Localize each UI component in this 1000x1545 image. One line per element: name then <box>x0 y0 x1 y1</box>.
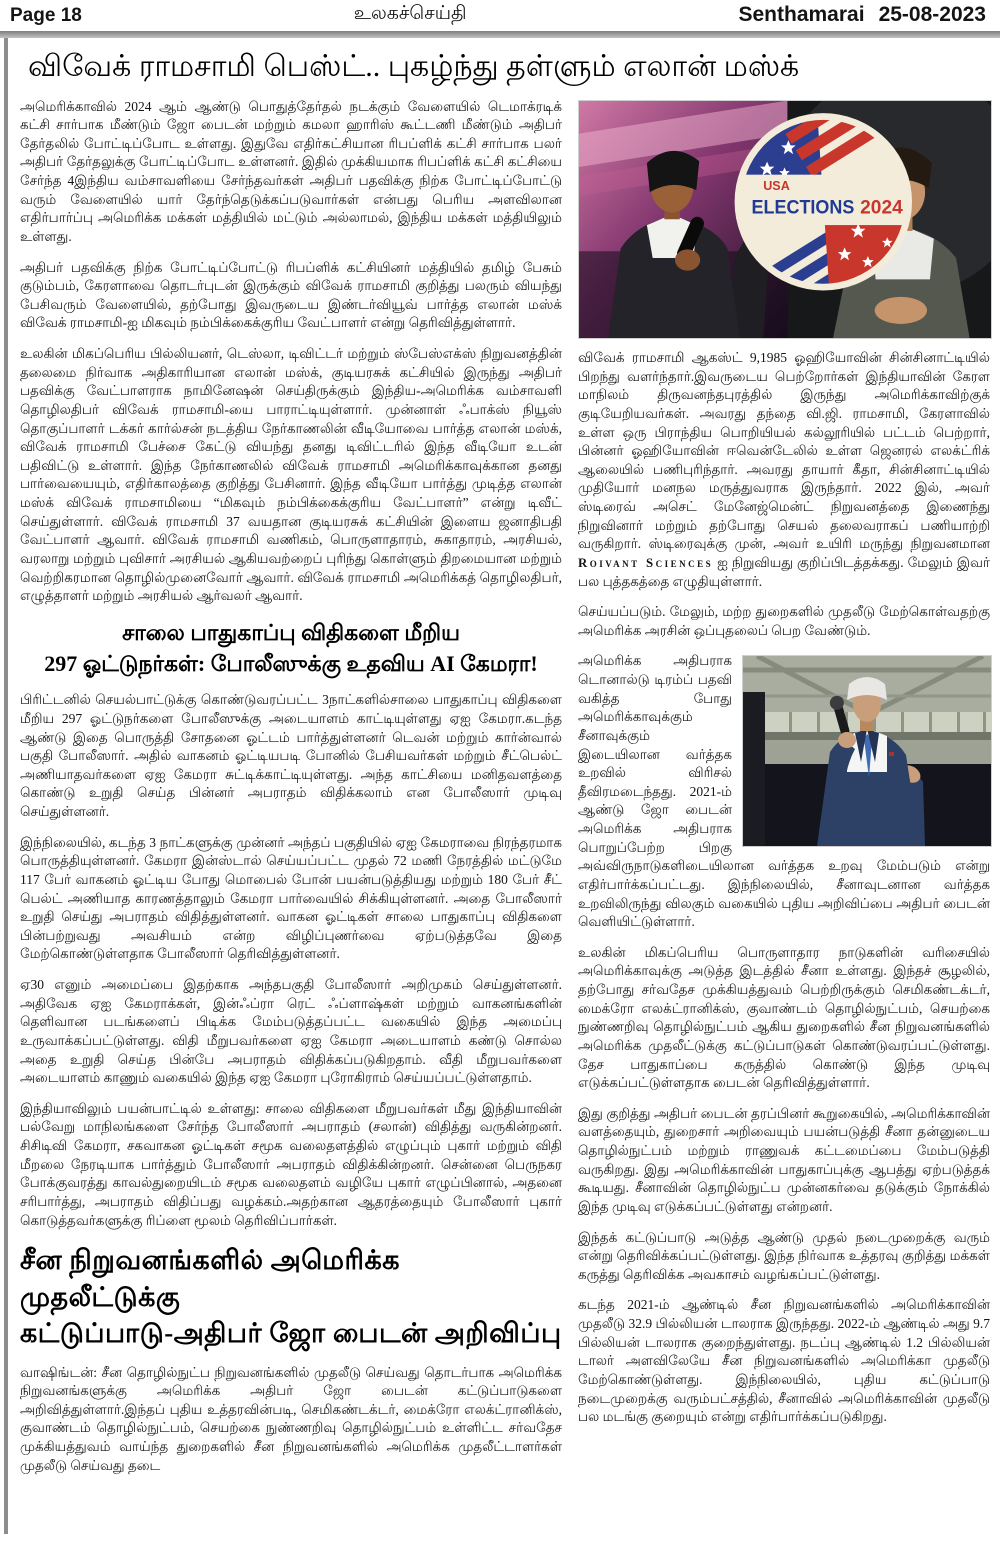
china-paragraph-2: உலகின் மிகப்பெரிய பொருளாதார நாடுகளின் வரிசையில் அமெரிக்காவுக்கு அடுத்த இடத்தில் சீனா உள்ளது. இந்தச் சூழலில், தற்போது சர்வதேச முக்கியத்துவம் பெற்றிருக்கும் செமிகண்டக்டர், மைக்ரோ எலக்ட்ரானிக்ஸ், குவாண்டம் தொழில்நுட்பம், செயற்கை நுண்ணறிவு தொழில்நுட்பம் ஆகிய துறைகளில் சீன நிறுவனங்களில் அமெரிக்க முதலீட்டுக்கு கட்டுப்பாடுகள் கொண்டுவரப்பட்டுள்ளது. தேச பாதுகாப்பை கருத்தில் கொண்டு இந்த முடிவு எடுக்கப்பட்டுள்ளதாக பைடன் தெரிவித்துள்ளார். <box>578 944 990 1091</box>
china-continuation-paragraph: செய்யப்படும். மேலும், மற்ற துறைகளில் முதலீடு மேற்கொள்வதற்கு அமெரிக்க அரசின் ஒப்புதலைப் பெற வேண்டும். <box>578 604 990 638</box>
bio-text-before: விவேக் ராமசாமி ஆகஸ்ட் 9,1985 ஓஹியோவின் சின்சினாட்டியில் பிறந்து வளர்ந்தார்.இவருடைய பெற்றோர்கள் இந்தியாவின் கேரள மாநிலம் திருவனந்தபுரத்தில் இருந்து அமெரிக்காவிற்குக் குடியேறியவர்கள். அவரது தந்தை வி.ஜி. ராமசாமி, கேரளாவில் உள்ள ஒரு பிராந்திய பொறியியல் கல்லூரியில் பட்டம் பெற்றார், பின்னர் ஓஹியோவின் ஈவென்டேலில் உள்ள ஜெனரல் எலக்ட்ரிக் ஆலையில் பணிபுரிந்தார். அவரது தாயார் கீதா, சின்சினாட்டியில் முதியோர் மனநல மருத்துவராக இருந்தார். 2022 இல், அவர் ஸ்டிரைவ் அசெட் மேனேஜ்மென்ட் நிறுவனத்தை இணைந்து நிறுவினார் மற்றும் தற்போது செயல் தலைவராகப் பணியாற்றி வருகிறார். ஸ்டிரைவுக்கு முன், அவர் உயிரி மருந்து நிறுவனமான <box>578 350 990 552</box>
camera-headline-line2: 297 ஓட்டுநர்கள்: போலீஸுக்கு உதவிய AI கேமரா! <box>44 650 538 676</box>
bio-text-after: ஐ நிறுவியது குறிப்பிடத்தக்கது. மேலும் இவர் பல புத்தகத்தை எழுதியுள்ளார். <box>578 554 990 589</box>
issue-date: 25-08-2023 <box>878 3 986 26</box>
left-column <box>20 98 562 1488</box>
section-title: உலகச்செய்தி <box>353 3 467 24</box>
header-divider <box>0 31 1000 38</box>
badge-elections-text: ELECTIONS <box>751 195 855 218</box>
lead-paragraph-3: உலகின் மிகப்பெரிய பில்லியனர், டெஸ்லா, டிவிட்டர் மற்றும் ஸ்பேஸ்எக்ஸ் நிறுவனத்தின் தலைமை நிர்வாக அதிகாரியான எலான் மஸ்க், குடியரசுக் கட்சியில் இருந்து அதிபர் பதவிக்கு வேட்பாளராக நாமினேஷன் செய்திருக்கும் இந்திய-அமெரிக்க வம்சாவளி தொழிலதிபர் விவேக் ராமசாமி-யை பாராட்டியுள்ளார். முன்னாள் ஃபாக்ஸ் நியூஸ் தொகுப்பாளர் டக்கர் கார்ல்சன் நடத்திய நேர்காணலின் வீடியோவை பார்த்த எலான் மஸ்க், விவேக் ராமசாமி பேச்சை கேட்டு வியந்து தனது டிவிட்டரில் இந்த வீடியோ உடன் பதிவிட்டு உள்ளார். இந்த நேர்காணலில் விவேக் ராமசாமி அமெரிக்காவுக்கான தனது பார்வையையும், எதிர்காலத்தை குறித்து பேசினார். இந்த வீடியோ பார்த்து முடித்த எலான் மஸ்க் விவேக் ராமசாமியை “மிகவும் நம்பிக்கைக்குரிய வேட்பாளர்” என்று டிவீட் செய்துள்ளார். விவேக் ராமசாமி 37 வயதான குடியரசுக் கட்சியின் இளைய ஜனாதிபதி வேட்பாளர் ஆவார். விவேக் ராமசாமி வணிகம், பொருளாதாரம், சுகாதாரம், அரசியல், வரலாறு மற்றும் புவிசார் அரசியல் ஆகியவற்றைப் புரிந்து கொள்ளும் திறமையான மற்றும் வெற்றிகரமான தொழில்முனைவோர் ஆவார். விவேக் ராமசாமி அமெரிக்கத் தொழிலதிபர், எழுத்தாளர் மற்றும் அரசியல் ஆர்வலர் ஆவார். <box>20 346 562 604</box>
china-article-headline <box>20 1242 562 1351</box>
biden-paragraph-text: அமெரிக்க அதிபராக டொனால்டு டிரம்ப் பதவி வகித்த போது அமெரிக்காவுக்கும் சீனாவுக்கும் இடையிலான வர்த்தக உறவில் விரிசல் தீவிரமடைந்தது. 2021-ம் ஆண்டு ஜோ பைடன் அமெரிக்க அதிபராக பொறுப்பேற்ற பிறகு அவ்விருநாடுகளிடையிலான வர்த்தக உறவு மேம்படும் என்று எதிர்பார்க்கப்பட்டது. இந்நிலையில், சீனாவுடனான வர்த்தக உறவிலிருந்து விலகும் வகையில் புதிய அறிவிப்பை அதிபர் பைடன் வெளியிட்டுள்ளார். <box>578 653 990 930</box>
page-number: Page 18 <box>10 5 82 26</box>
china-headline-line2: கட்டுப்பாடு-அதிபர் ஜோ பைடன் அறிவிப்பு <box>20 1318 562 1349</box>
camera-paragraph-1: பிரிட்டனில் செயல்பாட்டுக்கு கொண்டுவரப்பட்ட 3நாட்களில்சாலை பாதுகாப்பு விதிகளை மீறிய 297 ஓட்டுநர்களை போலீஸுக்கு அடையாளம் காட்டியுள்ளது ஏஐ கேமரா.கடந்த ஆண்டு இதை பொருத்தி சோதனை ஓட்டம் பார்த்துள்ளனர் டெவன் மற்றும் கார்ன்வால் பகுதி போலீஸார். அதில் வாகனம் ஓட்டியபடி போனில் பேசியவர்கள் மற்றும் சீட்பெல்ட் அணியாதவர்களை ஏஐ கேமரா சுட்டிக்காட்டியுள்ளது. அந்த காட்சியை மனிதவளத்தை கொண்டு உறுதி செய்த பின்னர் அபராதம் விதிக்கலாம் என போலீஸார் முடிவு செய்துள்ளனர். <box>20 692 562 820</box>
content-frame <box>4 38 1000 1534</box>
china-lead-paragraph: வாஷிங்டன்: சீன தொழில்நுட்ப நிறுவனங்களில் முதலீடு செய்வது தொடர்பாக அமெரிக்க நிறுவனங்களுக்கு அமெரிக்க அதிபர் ஜோ பைடன் கட்டுப்பாடுகளை அறிவித்துள்ளார்.இந்தப் புதிய உத்தரவின்படி, செமிகண்டக்டர், மைக்ரோ எலக்ட்ரானிக்ஸ், குவாண்டம் தொழில்நுட்பம், செயற்கை நுண்ணறிவு தொழில்நுட்பம் உள்ளிட்ட சர்வதேச முக்கியத்துவம் வாய்ந்த துறைகளில் சீன நிறுவனங்களில் அமெரிக்க முதலீட்டாளர்கள் முதலீடு செய்வது தடை <box>20 1364 562 1473</box>
camera-headline-line1: சாலை பாதுகாப்பு விதிகளை மீறிய <box>122 619 460 645</box>
camera-paragraph-3: ஏ30 எனும் அமைப்பை இதற்காக அந்தபகுதி போலீஸார் அறிமுகம் செய்துள்ளனர். அதிவேக ஏஐ கேமராக்கள், இன்ஃப்ரா ரெட் ஃப்ளாஷ்கள் மற்றும் வாகனங்களின் தெளிவான படங்களைப் பிடிக்க மேம்படுத்தப்பட்ட வகையில் இந்த அமைப்பு உருவாக்கப்பட்டுள்ளது. விதி மீறுபவர்களை ஏஐ கேமரா அடையாளம் கண்டு சொல்ல அதை உறுதி செய்த பின்பே அபராதம் விதிக்கப்படுகிறதாம். வீதி மீறுபவர்களை அடையாளம் காணும் வகையில் இந்த ஏஐ கேமரா புரோகிராம் செய்யப்பட்டுள்ளதாம். <box>20 977 562 1086</box>
china-headline-line1: சீன நிறுவனங்களில் அமெரிக்க முதலீட்டுக்கு <box>20 1245 400 1312</box>
china-paragraph-4: இந்தக் கட்டுப்பாடு அடுத்த ஆண்டு முதல் நடைமுறைக்கு வரும் என்று தெரிவிக்கப்பட்டுள்ளது. இந்த நிர்வாக உத்தரவு குறித்து மக்கள் கருத்து தெரிவிக்க அவகாசம் வழங்கப்பட்டுள்ளது. <box>578 1229 990 1282</box>
vivek-musk-photo <box>578 100 990 340</box>
camera-paragraph-2: இந்நிலையில், கடந்த 3 நாட்களுக்கு முன்னர் அந்தப் பகுதியில் ஏஐ கேமராவை நிரந்தரமாக பொருத்தியுள்ளனர். கேமரா இன்ஸ்டால் செய்யப்பட்ட முதல் 72 மணி நேரத்தில் மட்டுமே 117 பேர் வாகனம் ஓட்டிய போது மொபைல் போன் பயன்படுத்தியது மற்றும் 180 பேர் சீட் பெல்ட் அணியாத காரணத்தாலும் கேமரா பார்வையில் சிக்கியுள்ளனர். அதை போலீஸார் உறுதி செய்து அபராதம் விதித்துள்ளனர். வாகன ஓட்டிகள் சாலை பாதுகாப்பு விதிகளை பின்பற்றுவது அவசியம் என்ற விழிப்புணர்வை ஏற்படுத்தவே இதை மேற்கொண்டுள்ளதாக போலீஸார் தெரிவித்துள்ளனர். <box>20 834 562 962</box>
badge-year-text: 2024 <box>860 195 903 218</box>
badge-usa-text: USA <box>763 178 790 193</box>
roivant-sciences-text: Roivant Sciences <box>578 555 714 570</box>
camera-article-headline <box>20 618 562 680</box>
right-column <box>578 98 990 1439</box>
lead-headline: விவேக் ராமசாமி பெஸ்ட்.. புகழ்ந்து தள்ளும் எலான் மஸ்க் <box>28 50 800 83</box>
vivek-musk-photo-graphic <box>578 100 992 340</box>
biden-photo <box>742 655 990 847</box>
camera-paragraph-4: இந்தியாவிலும் பயன்பாட்டில் உள்ளது: சாலை விதிகளை மீறுபவர்கள் மீது இந்தியாவின் பல்வேறு மாநிலங்களை சேர்ந்த போலீஸார் அபராதம் (சலான்) விதித்து வருகின்றனர். சிசிடிவி கேமரா, சகவாகன ஓட்டிகள் சமூக வலைதளத்தில் எழுப்பும் புகார் மற்றும் விதி மீறலை நேரடியாக பார்த்தும் போலீஸார் அபராதம் விதிக்கின்றனர். சென்னை பெருநகர போக்குவரத்து காவல்துறையிடம் சமூக வலைதளம் வழியே புகார் எழுப்பினால், அதனை சரிபார்த்து, அபராதம் விதிப்பது வழக்கம்.அதற்கான ஆதரத்தையும் போலீஸார் புகார் கொடுத்தவர்களுக்கு ரிப்ளை மூலம் தெரிவிப்பார்கள். <box>20 1100 562 1228</box>
vivek-bio-paragraph <box>578 349 990 591</box>
lead-paragraph-2: அதிபர் பதவிக்கு நிற்க போட்டிப்போட்டு ரிபப்ளிக் கட்சியினர் மத்தியில் தமிழ் பேசும் குடும்பம், கேரளாவை தொடர்புடன் இருக்கும் விவேக் ராமசாமி குறித்து பலரும் வியந்து பேசிவரும் வேளையில், தற்போது இவருடைய இண்டர்வியூவ் பார்த்த எலான் மஸ்க் விவேக் ராமசாமி-ஐ மிகவும் நம்பிக்கைக்குரிய வேட்பாளர் என்று தெரிவித்துள்ளார். <box>20 259 562 331</box>
biden-photo-graphic <box>742 655 992 847</box>
china-paragraph-5: கடந்த 2021-ம் ஆண்டில் சீன நிறுவனங்களில் அமெரிக்காவின் முதலீடு 32.9 பில்லியன் டாலராக இருந்தது. 2022-ம் ஆண்டில் அது 9.7 பில்லியன் டாலராக குறைந்துள்ளது. நடப்பு ஆண்டில் 1.2 பில்லியன் டாலர் அளவிலேயே சீன நிறுவனங்களில் அமெரிக்கா முதலீடு மேற்கொண்டுள்ளது. இந்நிலையில், புதிய கட்டுப்பாடு நடைமுறைக்கு வரும்பட்சத்தில், சீனாவில் அமெரிக்காவின் முதலீடு பல மடங்கு குறையும் என்று எதிர்பார்க்கப்படுகிறது. <box>578 1297 990 1425</box>
page-header <box>0 0 1000 31</box>
masthead-right <box>739 3 986 27</box>
column-layout <box>20 98 990 1488</box>
paper-name: Senthamarai <box>738 3 865 26</box>
biden-paragraph-block <box>578 652 990 931</box>
china-paragraph-3: இது குறித்து அதிபர் பைடன் தரப்பினர் கூறுகையில், அமெரிக்காவின் வளத்தையும், துறைசார் அறிவையும் பயன்படுத்தி சீனா தன்னுடைய தொழில்நுட்பம் மற்றும் ராணுவக் கட்டமைப்பை மேம்படுத்தி வருகிறது. இது அமெரிக்காவின் பாதுகாப்புக்கு ஆபத்து ஏற்படுத்தக் கூடியது. சீனாவின் தொழில்நுட்ப முன்னகர்வை தடுக்கும் நோக்கில் இந்த முடிவு எடுக்கப்பட்டுள்ளது என்றனர். <box>578 1105 990 1214</box>
lead-paragraph-1: அமெரிக்காவில் 2024 ஆம் ஆண்டு பொதுத்தேர்தல் நடக்கும் வேளையில் டெமாக்ரடிக் கட்சி சார்பாக மீண்டும் ஜோ பைடன் மற்றும் கமலா ஹாரிஸ் கூட்டணி மீண்டும் அதிபர் தேர்தலில் போட்டிப்போட உள்ளது. இதுவே எதிர்கட்சியான ரிபப்ளிக் கட்சி சார்பாக பலர் அதிபர் தேர்தலுக்கு போட்டிப்போட உள்ளனர். இதில் முக்கியமாக ரிபப்ளிக் கட்சி கட்சியை சேர்ந்த 4இந்திய வம்சாவளியை சேர்ந்தவர்கள் அதிபர் பதவிக்கு நிற்க போட்டிப்போட்டு வரும் வேளையில் யார் தேர்ந்தெடுக்கப்படுவார்கள் என்பது பெரிய அளவிலான எதிர்பார்ப்பு அமெரிக்க மக்கள் மத்தியில் மட்டும் அல்லாமல், இந்திய மக்கள் மத்தியிலும் உள்ளது. <box>20 98 562 244</box>
